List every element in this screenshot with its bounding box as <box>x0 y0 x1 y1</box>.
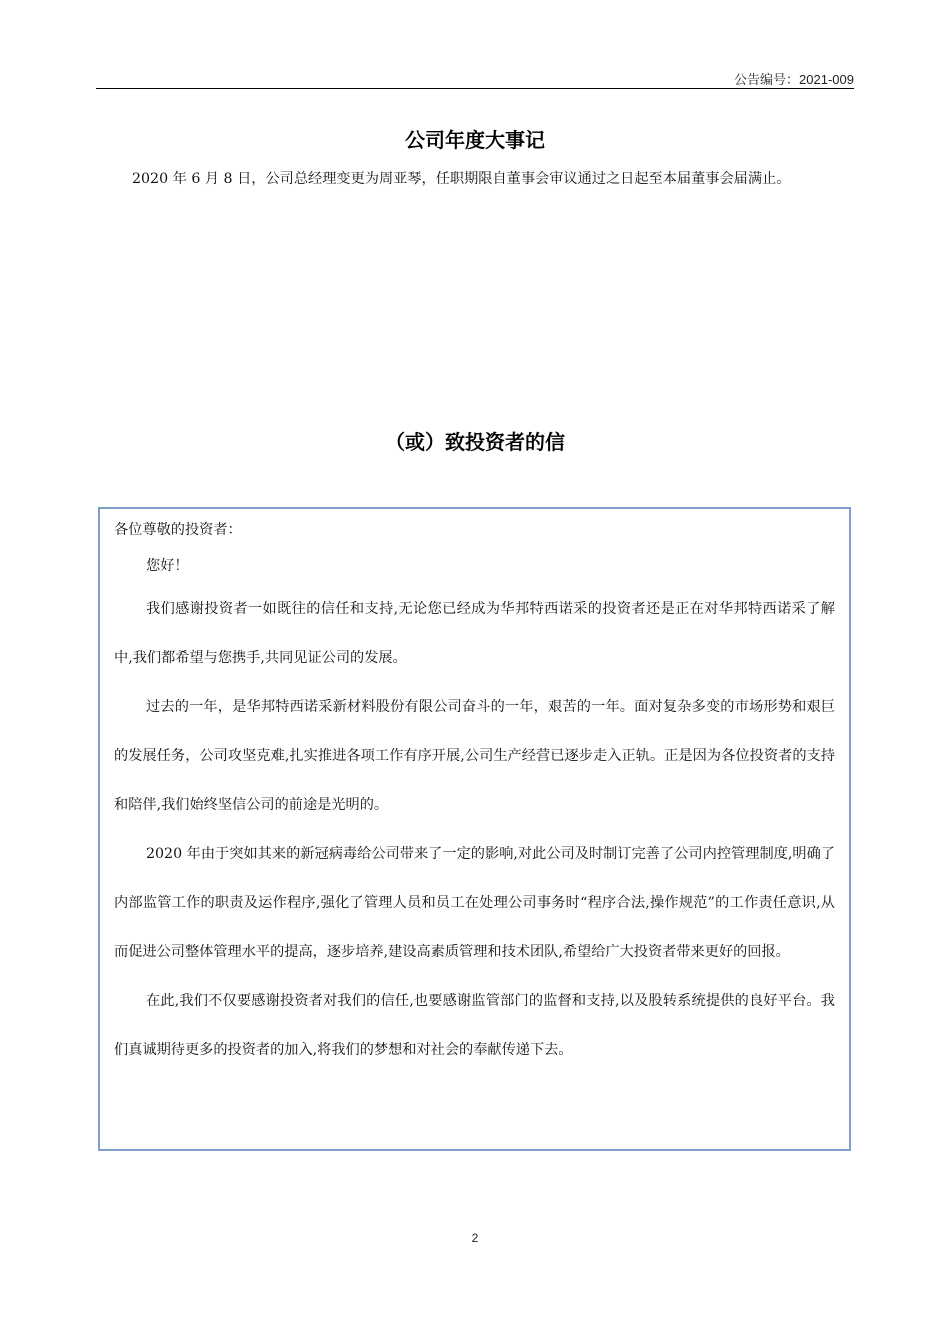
announcement-code: 公告编号：2021-009 <box>734 72 854 87</box>
investor-letter-box <box>98 507 851 1151</box>
letter-paragraph-hello: 您好！ <box>146 558 189 574</box>
letter-paragraph-closing: 在此,我们不仅要感谢投资者对我们的信任,也要感谢监管部门的监督和支持,以及股转系统提供的良好平台。我们真诚期待更多的投资者的加入,将我们的梦想和对社会的奉献传递下去。 <box>114 993 835 1058</box>
letter-paragraph-thanks: 我们感谢投资者一如既往的信任和支持,无论您已经成为华邦特西诺采的投资者还是正在对华邦特西诺采了解中,我们都希望与您携手,共同见证公司的发展。 <box>114 601 835 666</box>
letter-paragraph-past-year: 过去的一年，是华邦特西诺采新材料股份有限公司奋斗的一年，艰苦的一年。面对复杂多变的市场形势和艰巨的发展任务，公司攻坚克难,扎实推进各项工作有序开展,公司生产经营已逐步走入正轨。正是因为各位投资者的支持和陪伴,我们始终坚信公司的前途是光明的。 <box>114 699 835 813</box>
header-divider <box>96 88 854 89</box>
events-paragraph: 2020 年 6 月 8 日，公司总经理变更为周亚琴，任职期限自董事会审议通过之日起至本届董事会届满止。 <box>132 171 791 187</box>
page-number: 2 <box>471 1231 479 1245</box>
events-section-title: 公司年度大事记 <box>405 128 545 152</box>
letter-greeting: 各位尊敬的投资者： <box>114 522 242 538</box>
letter-paragraph-2020: 2020 年由于突如其来的新冠病毒给公司带来了一定的影响,对此公司及时制订完善了公司内控管理制度,明确了内部监管工作的职责及运作程序,强化了管理人员和员工在处理公司事务时“程序合法,操作规范”的工作责任意识,从而促进公司整体管理水平的提高，逐步培养,建设高素质管理和技术团队,希望给广大投资者带来更好的回报。 <box>114 846 835 960</box>
letter-section-title: （或）致投资者的信 <box>385 430 565 454</box>
